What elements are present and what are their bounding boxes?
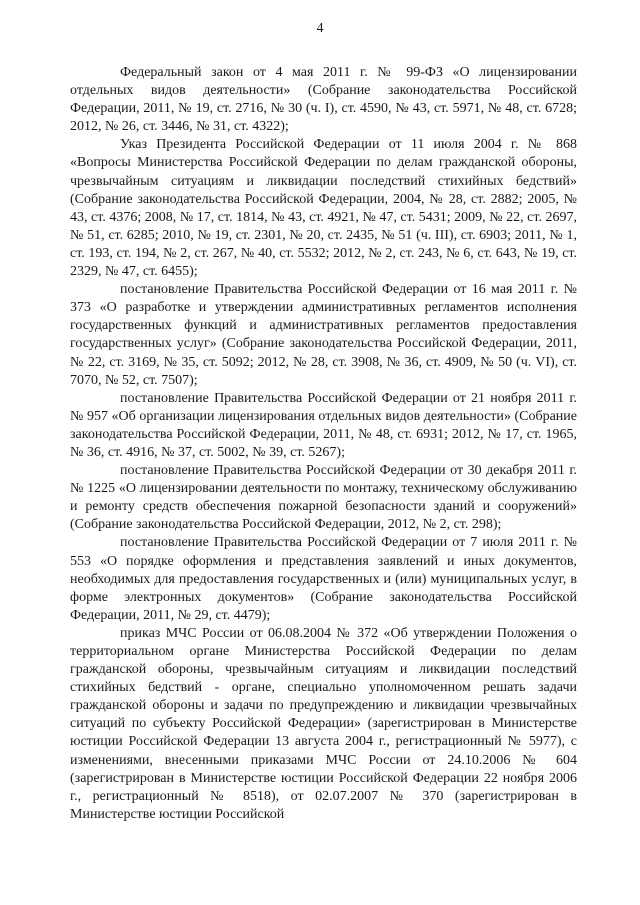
paragraph-presidential-decree-868: Указ Президента Российской Федерации от 11 июля 2004 г. № 868 «Вопросы Министерства Российской Федерации по делам гражданской обороны, чрезвычайным ситуациям и ликвидации последствий стихийных бедствий» (Собрание законодательства Российской Федерации, 2004, № 28, ст. 2882; 2005, № 43, ст. 4376; 2008, № 17, ст. 1814, № 43, ст. 4921, № 47, ст. 5431; 2009, № 22, ст. 2697, № 51, ст. 6285; 2010, № 19, ст. 2301, № 20, ст. 2435, № 51 (ч. III), ст. 6903; 2011, № 1, ст. 193, ст. 194, № 2, ст. 267, № 40, ст. 5532; 2012, № 2, ст. 243, № 6, ст. 643, № 19, ст. 2329, № 47, ст. 6455); xyxy=(70,137,577,280)
paragraph-emercom-order-372: приказ МЧС России от 06.08.2004 № 372 «Об утверждении Положения о территориальном органе Министерства Российской Федерации по делам гражданской обороны, чрезвычайным ситуациям и ликвидации последствий стихийных бедствий - органе, специально уполномоченном решать задачи гражданской обороны и задачи по предупреждению и ликвидации чрезвычайных ситуаций по субъекту Российской Федерации» (зарегистрирован в Министерстве юстиции Российской Федерации 13 августа 2004 г., регистрационный № 5977), с изменениями, внесенными приказами МЧС России от 24.10.2006 № 604 (зарегистрирован в Министерстве юстиции Российской Федерации 22 ноября 2006 г., регистрационный № 8518), от 02.07.2007 № 370 (зарегистрирован в Министерстве юстиции Российской xyxy=(70,625,577,822)
paragraph-government-resolution-1225: постановление Правительства Российской Федерации от 30 декабря 2011 г. № 1225 «О лицензировании деятельности по монтажу, техническому обслуживанию и ремонту средств обеспечения пожарной безопасности зданий и сооружений» (Собрание законодательства Российской Федерации, 2012, № 2, ст. 298); xyxy=(70,463,577,533)
page-number: 4 xyxy=(316,21,324,36)
document-body xyxy=(70,64,577,824)
paragraph-government-resolution-957: постановление Правительства Российской Федерации от 21 ноября 2011 г. № 957 «Об организации лицензирования отдельных видов деятельности» (Собрание законодательства Российской Федерации, 2011, № 48, ст. 6931; 2012, № 17, ст. 1965, № 36, ст. 4916, № 37, ст. 5002, № 39, ст. 5267); xyxy=(70,390,577,460)
paragraph-government-resolution-553: постановление Правительства Российской Федерации от 7 июля 2011 г. № 553 «О порядке оформления и представления заявлений и иных документов, необходимых для предоставления государственных и (или) муниципальных услуг, в форме электронных документов» (Собрание законодательства Российской Федерации, 2011, № 29, ст. 4479); xyxy=(70,535,577,623)
paragraph-federal-law-99fz: Федеральный закон от 4 мая 2011 г. № 99-ФЗ «О лицензировании отдельных видов деятельности» (Собрание законодательства Российской Федерации, 2011, № 19, ст. 2716, № 30 (ч. I), ст. 4590, № 43, ст. 5971, № 48, ст. 6728; 2012, № 26, ст. 3446, № 31, ст. 4322); xyxy=(70,65,577,135)
paragraph-government-resolution-373: постановление Правительства Российской Федерации от 16 мая 2011 г. № 373 «О разработке и утверждении административных регламентов исполнения государственных функций и административных регламентов предоставления государственных услуг» (Собрание законодательства Российской Федерации, 2011, № 22, ст. 3169, № 35, ст. 5092; 2012, № 28, ст. 3908, № 36, ст. 4909, № 50 (ч. VI), ст. 7070, № 52, ст. 7507); xyxy=(70,282,577,388)
